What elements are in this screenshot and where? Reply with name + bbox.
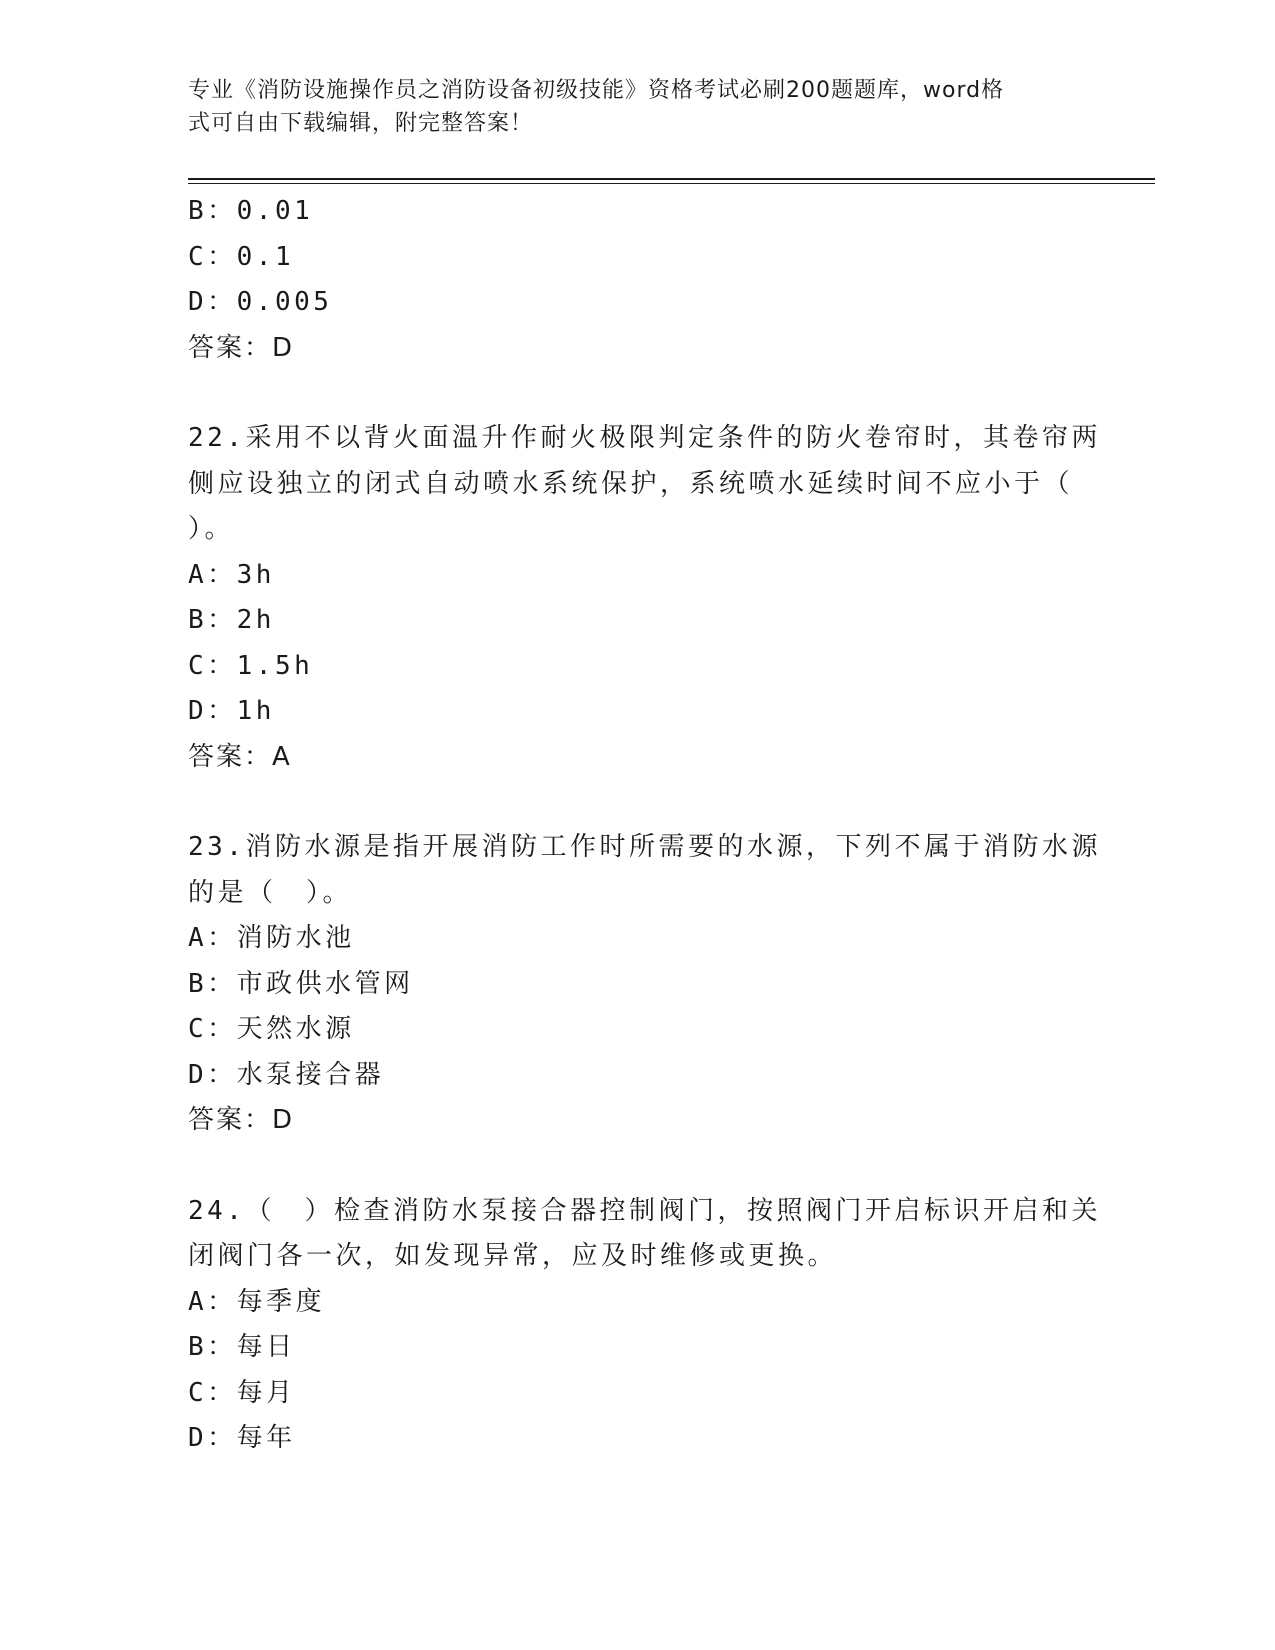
header-rule-thick — [188, 178, 1155, 180]
option-c: C：0.1 — [188, 241, 295, 272]
answer: 答案：D — [188, 332, 295, 363]
option-d: D：0.005 — [188, 287, 333, 317]
question-24 — [188, 1189, 1101, 1462]
option-b: B：市政供水管网 — [188, 968, 414, 999]
question-text-line: 闭阀门各一次，如发现异常，应及时维修或更换。 — [188, 1241, 838, 1271]
header-rule-thin — [188, 183, 1155, 184]
option-d: D：每年 — [188, 1423, 296, 1453]
option-c: C：天然水源 — [188, 1014, 355, 1044]
option-d: D：水泵接合器 — [188, 1059, 385, 1090]
question-23 — [188, 825, 1101, 1144]
option-b: B：每日 — [188, 1332, 296, 1362]
option-b: B：0.01 — [188, 196, 314, 226]
option-c: C：每月 — [188, 1377, 296, 1408]
question-text-line: 23.消防水源是指开展消防工作时所需要的水源，下列不属于消防水源 — [188, 832, 1101, 862]
option-a: A：3h — [188, 559, 275, 590]
header-line-1: 专业《消防设施操作员之消防设备初级技能》资格考试必刷200题题库，word格 — [188, 78, 1005, 103]
option-c: C：1.5h — [188, 650, 314, 681]
document-body — [188, 189, 1101, 1462]
question-text-line: 侧应设独立的闭式自动喷水系统保护，系统喷水延续时间不应小于（ — [188, 468, 1074, 499]
page-header — [188, 74, 1078, 140]
question-text-line: 22.采用不以背火面温升作耐火极限判定条件的防火卷帘时，其卷帘两 — [188, 423, 1101, 453]
header-line-2: 式可自由下载编辑，附完整答案！ — [188, 111, 534, 136]
question-22 — [188, 416, 1101, 780]
option-a: A：每季度 — [188, 1286, 326, 1317]
question-text-line: ）。 — [188, 514, 235, 544]
question-text-line: 24.（ ）检查消防水泵接合器控制阀门，按照阀门开启标识开启和关 — [188, 1195, 1101, 1226]
option-d: D：1h — [188, 696, 275, 726]
answer: 答案：D — [188, 1105, 295, 1135]
question-text-line: 的是（ ）。 — [188, 877, 353, 908]
answer: 答案：A — [188, 741, 292, 772]
option-b: B：2h — [188, 605, 275, 635]
option-a: A：消防水池 — [188, 923, 355, 953]
question-21-tail — [188, 189, 1088, 371]
